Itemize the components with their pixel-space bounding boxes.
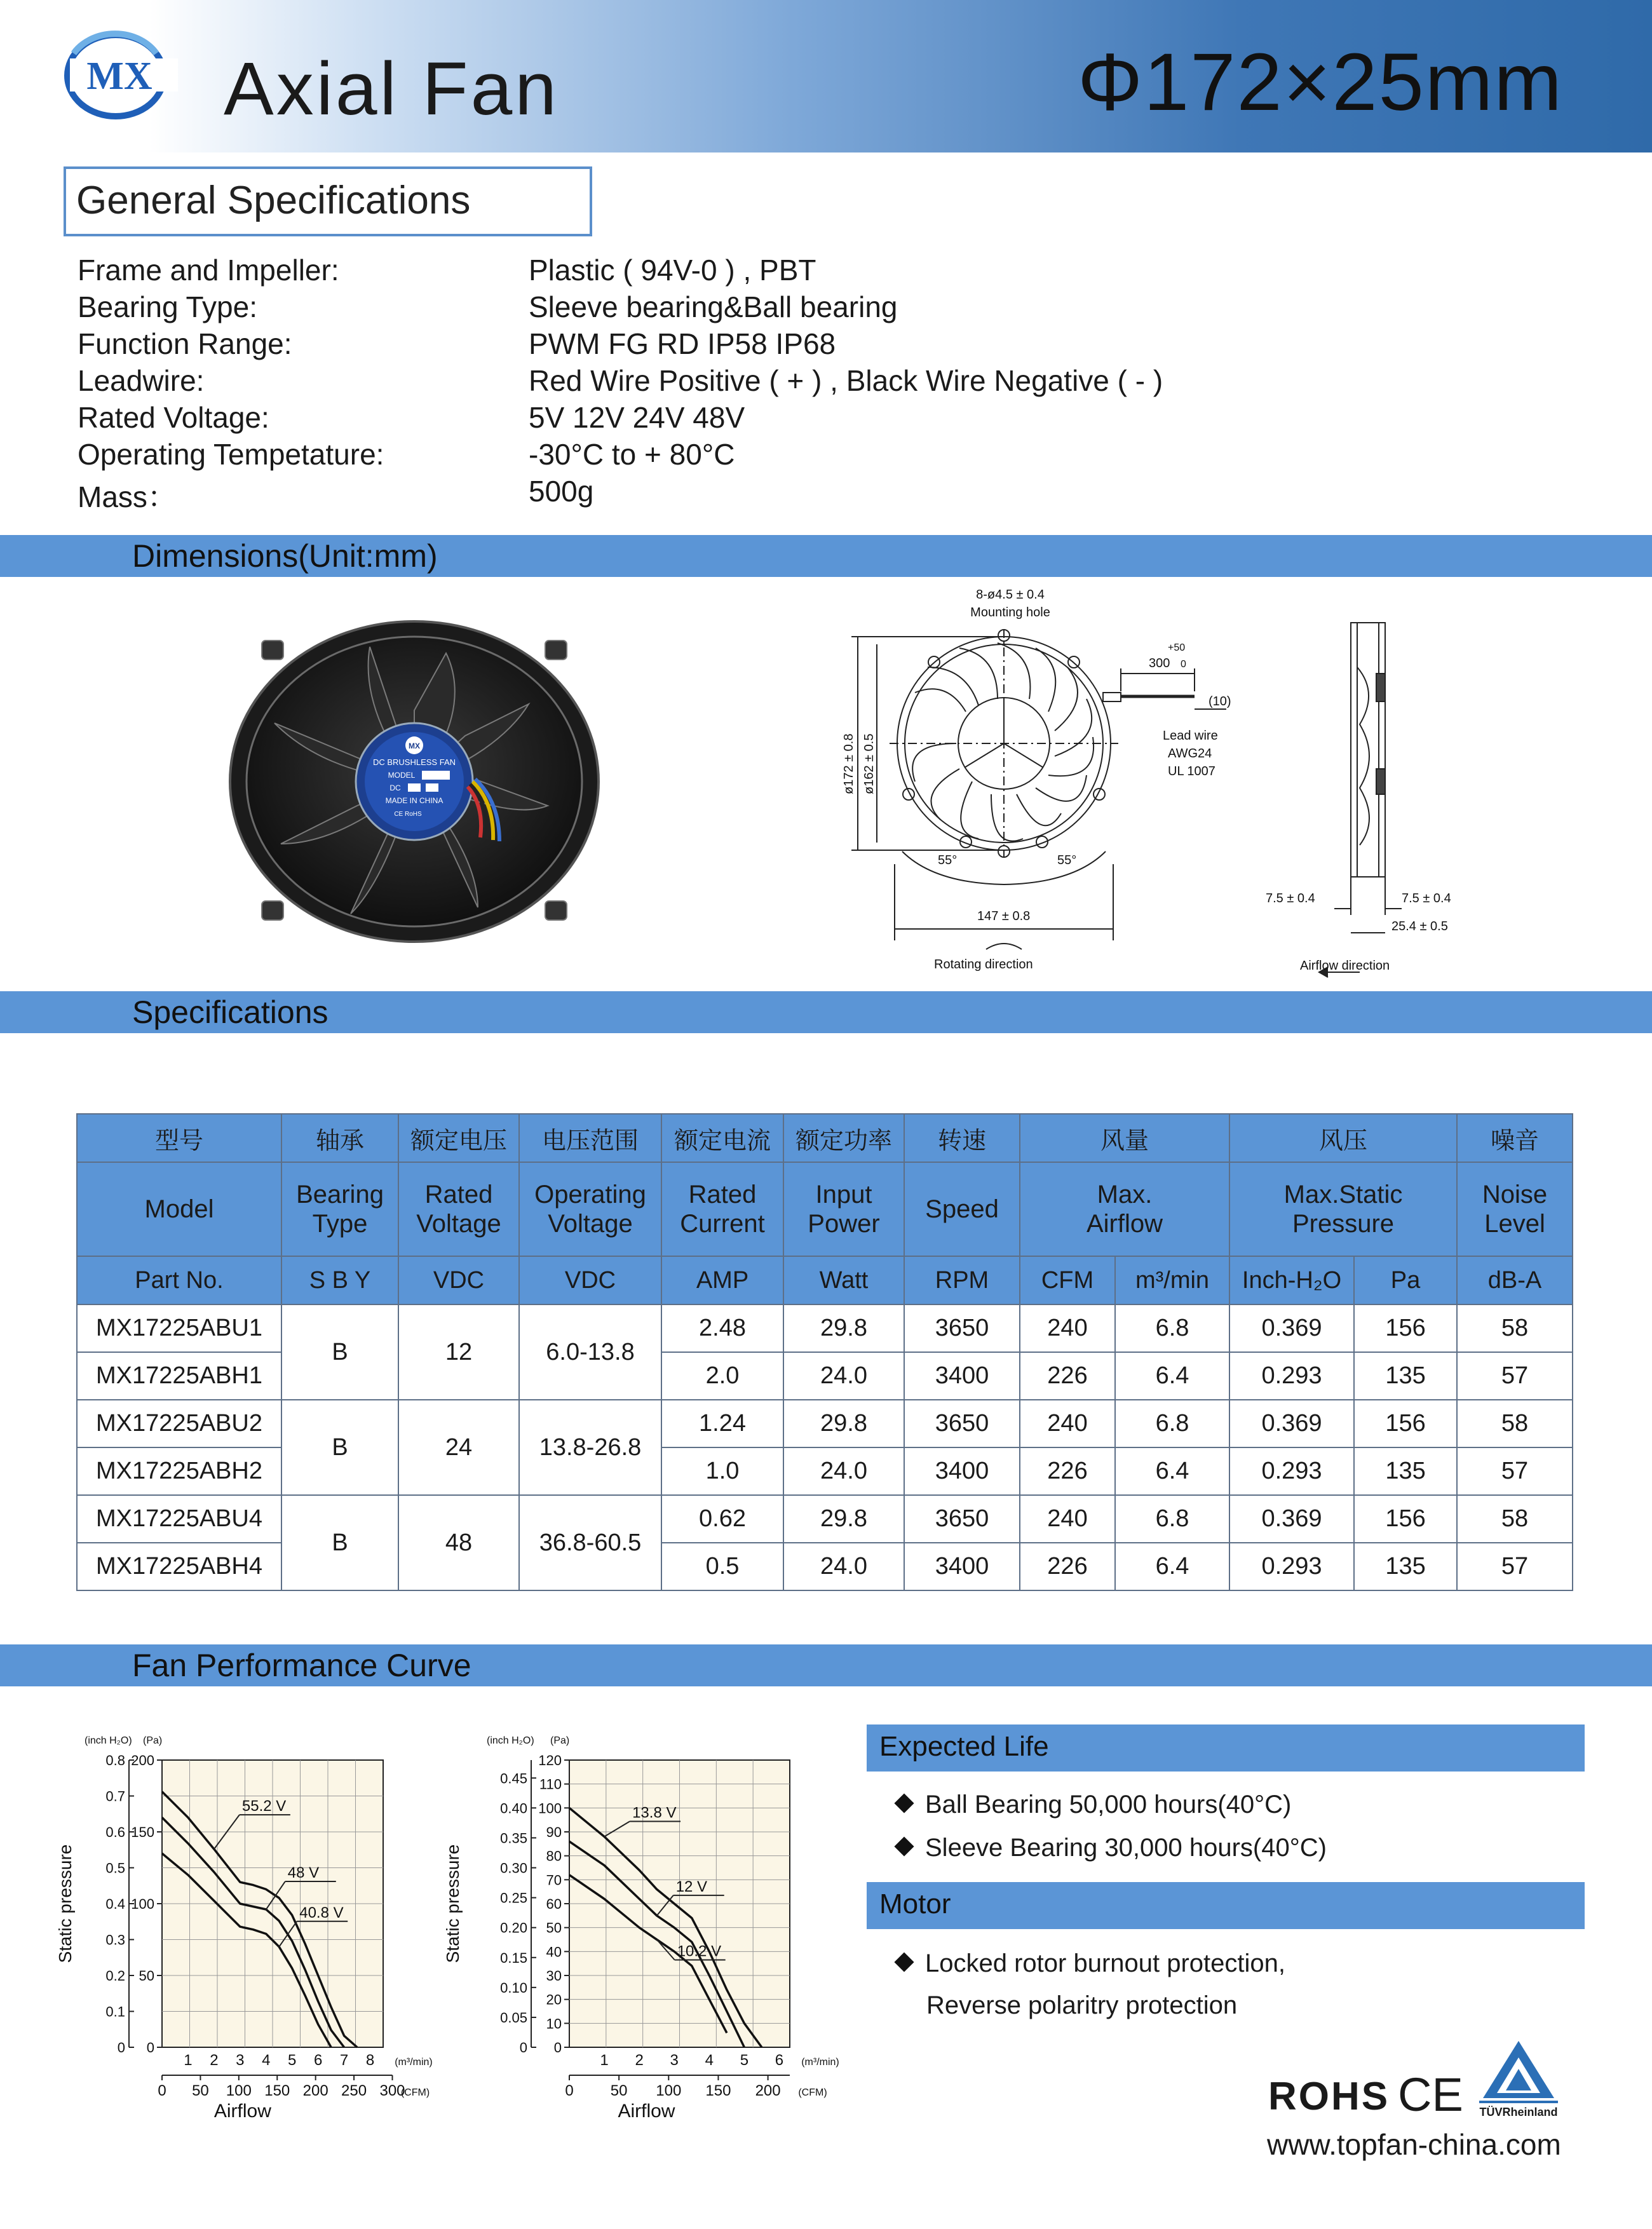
cell-bearing: B [281,1495,398,1590]
fan-label-line1: DC BRUSHLESS FAN [372,757,456,767]
y-pa-tick-label: 70 [546,1872,562,1888]
fan-label-line2: MODEL [388,771,416,780]
rohs-logo: ROHS [1268,2075,1390,2118]
y-inch-tick-label: 0.6 [105,1824,125,1840]
y-inch-tick-label: 0.2 [105,1968,125,1984]
th-zh-noise: 噪音 [1457,1114,1573,1162]
performance-chart-1 [55,1716,433,2122]
mounting-hole-dim: 8-ø4.5 ± 0.4 [976,588,1045,602]
th-unit-cfm: CFM [1020,1256,1115,1304]
table-row [77,1400,1573,1447]
series-label: 12 V [675,1878,708,1895]
spec-value-function: PWM FG RD IP58 IP68 [529,327,836,360]
outer-diameter: ø172 ± 0.8 [842,733,856,794]
lead-length: 300 [1149,656,1170,670]
cell-rated-voltage: 12 [398,1304,519,1400]
side-depth-dim: 25.4 ± 0.5 [1391,919,1448,933]
cell-bearing: B [281,1400,398,1495]
cell-power: 29.8 [783,1400,904,1447]
cell-rpm: 3400 [904,1352,1020,1400]
x-axis-label: Airflow [213,2101,271,2122]
side-left-dim: 7.5 ± 0.4 [1266,891,1315,905]
ce-mark: CE [1398,2068,1463,2121]
table-header-units [77,1256,1573,1304]
diamond-bullet-icon [894,1836,914,1856]
page-title: Axial Fan [224,47,559,131]
cell-power: 24.0 [783,1447,904,1495]
y-inch-tick-label: 0.40 [500,1800,527,1817]
th-zh-pressure: 风压 [1229,1114,1457,1162]
y-pa-tick-label: 80 [546,1848,562,1864]
y-pa-tick-label: 50 [546,1920,562,1936]
y-pa-tick-label: 50 [139,1968,154,1984]
y-pa-unit: (Pa) [143,1735,163,1746]
th-en-operating-voltage: Operating Voltage [519,1162,661,1256]
th-en-speed: Speed [904,1162,1020,1256]
x-cfm-tick-label: 250 [341,2082,367,2099]
y-inch-tick-label: 0.4 [105,1896,125,1912]
th-unit-noise: dB-A [1457,1256,1573,1304]
y-inch-tick-label: 0.7 [105,1788,125,1805]
rotating-direction: Rotating direction [934,958,1033,972]
motor-title: Motor [879,1888,951,1920]
cell-part: MX17225ABU2 [77,1400,281,1447]
y-inch-tick-label: 0.05 [500,2009,527,2026]
cell-noise: 58 [1457,1400,1573,1447]
x-tick-label: 5 [288,2052,297,2069]
series-label: 55.2 V [241,1798,287,1815]
th-unit-operating-voltage: VDC [519,1256,661,1304]
x-unit: (m³/min) [395,2057,433,2068]
y-axis-label: Static pressure [55,1844,75,1963]
x-axis-label: Airflow [618,2101,675,2122]
cell-pa: 156 [1354,1495,1457,1543]
spec-label-bearing: Bearing Type: [78,290,258,323]
x-tick-label: 8 [365,2052,375,2069]
th-unit-speed: RPM [904,1256,1020,1304]
x-cfm-unit: (CFM) [400,2087,430,2098]
table-header-zh [77,1114,1573,1162]
th-en-airflow: Max. Airflow [1020,1162,1229,1256]
y-pa-unit: (Pa) [550,1735,570,1746]
table-row [77,1304,1573,1352]
x-tick-label: 1 [184,2052,193,2069]
y-pa-tick-label: 90 [546,1824,562,1840]
cell-current: 2.0 [661,1352,783,1400]
curve-title: Fan Performance Curve [132,1648,471,1683]
y-inch-unit: (inch H₂O) [487,1735,534,1746]
table-header-en [77,1162,1573,1256]
x-cfm-tick-label: 300 [379,2082,405,2099]
lead-tol-plus: +50 [1168,642,1186,653]
th-zh-power: 额定功率 [783,1114,904,1162]
th-en-pressure: Max.Static Pressure [1229,1162,1457,1256]
cell-part: MX17225ABH4 [77,1543,281,1590]
spec-value-bearing: Sleeve bearing&Ball bearing [529,290,898,323]
th-unit-power: Watt [783,1256,904,1304]
cell-pa: 156 [1354,1304,1457,1352]
span-dim: 147 ± 0.8 [977,909,1031,923]
mx-logo [61,28,182,123]
cell-part: MX17225ABU4 [77,1495,281,1543]
x-unit: (m³/min) [801,2057,839,2068]
spec-value-voltage: 5V 12V 24V 48V [529,401,745,434]
x-tick-label: 7 [339,2052,349,2069]
spec-value-leadwire: Red Wire Positive ( + ) , Black Wire Negative ( - ) [529,364,1163,397]
spec-label-temperature: Operating Tempetature: [78,438,384,471]
series-label: 13.8 V [632,1804,677,1822]
fan-label-line5: CE RoHS [394,811,422,818]
life-item: Sleeve Bearing 30,000 hours(40°C) [897,1834,1327,1862]
spec-value-frame: Plastic ( 94V-0 ) , PBT [529,254,816,287]
x-tick-label: 4 [705,2052,714,2069]
th-zh-rated-voltage: 额定电压 [398,1114,519,1162]
y-inch-tick-label: 0.5 [105,1860,125,1876]
lead-wire-label: Lead wire [1163,729,1218,743]
th-en-model: Model [77,1162,281,1256]
y-inch-tick-label: 0.35 [500,1830,527,1846]
y-inch-tick-label: 0.10 [500,1979,527,1996]
y-pa-tick-label: 110 [539,1776,562,1792]
y-inch-tick-label: 0.45 [500,1770,527,1787]
cell-bearing: B [281,1304,398,1400]
side-right-dim: 7.5 ± 0.4 [1402,891,1451,905]
spec-label-voltage: Rated Voltage: [78,401,269,434]
th-unit-m3: m³/min [1115,1256,1229,1304]
cell-m3: 6.4 [1115,1352,1229,1400]
y-pa-tick-label: 60 [546,1896,562,1912]
fan-size: Φ172×25mm [1077,37,1563,128]
cell-m3: 6.8 [1115,1400,1229,1447]
x-tick-label: 2 [635,2052,644,2069]
cell-noise: 57 [1457,1447,1573,1495]
cell-part: MX17225ABH2 [77,1447,281,1495]
cell-inch: 0.293 [1229,1447,1354,1495]
fan-label-logo: MX [409,742,420,750]
cell-pa: 135 [1354,1447,1457,1495]
tuv-logo [1474,2037,1563,2120]
cell-cfm: 240 [1020,1304,1115,1352]
cell-rpm: 3400 [904,1447,1020,1495]
inner-diameter: ø162 ± 0.5 [862,733,876,794]
cell-rpm: 3650 [904,1304,1020,1352]
cell-rated-voltage: 24 [398,1400,519,1495]
th-unit-part: Part No. [77,1256,281,1304]
cell-cfm: 226 [1020,1447,1115,1495]
cell-power: 24.0 [783,1543,904,1590]
y-inch-tick-label: 0.1 [105,2003,125,2020]
cell-m3: 6.4 [1115,1447,1229,1495]
cell-m3: 6.8 [1115,1495,1229,1543]
y-axis-label: Static pressure [443,1844,463,1963]
logo-text: MX [86,55,152,98]
cell-part: MX17225ABU1 [77,1304,281,1352]
th-en-current: Rated Current [661,1162,783,1256]
spec-value-temperature: -30°C to + 80°C [529,438,735,471]
th-en-noise: Noise Level [1457,1162,1573,1256]
cell-current: 1.0 [661,1447,783,1495]
x-tick-label: 5 [740,2052,749,2069]
cell-operating-voltage: 6.0-13.8 [519,1304,661,1400]
fan-label-line3: DC [389,783,401,792]
x-tick-label: 2 [210,2052,219,2069]
angle-left: 55° [938,853,958,867]
lead-tol-zero: 0 [1181,659,1186,670]
y-inch-tick-label: 0.20 [500,1920,527,1936]
th-zh-airflow: 风量 [1020,1114,1229,1162]
diamond-bullet-icon [894,1952,914,1972]
cell-pa: 156 [1354,1400,1457,1447]
x-cfm-tick-label: 200 [302,2082,328,2099]
expected-life-title: Expected Life [879,1731,1049,1762]
website-link[interactable]: www.topfan-china.com [1267,2128,1561,2161]
th-unit-rated-voltage: VDC [398,1256,519,1304]
y-inch-tick-label: 0.8 [105,1752,125,1768]
x-cfm-tick-label: 100 [226,2082,252,2099]
x-tick-label: 1 [600,2052,609,2069]
airflow-direction: Airflow direction [1300,959,1390,973]
cell-current: 1.24 [661,1400,783,1447]
cell-current: 0.5 [661,1543,783,1590]
x-cfm-tick-label: 100 [656,2082,682,2099]
cell-current: 0.62 [661,1495,783,1543]
series-label: 10.2 V [677,1942,722,1960]
th-unit-current: AMP [661,1256,783,1304]
cell-inch: 0.293 [1229,1543,1354,1590]
performance-chart-2 [445,1716,845,2122]
x-tick-label: 6 [313,2052,323,2069]
lead-ul: UL 1007 [1168,764,1215,778]
spec-value-mass: 500g [529,475,594,508]
y-inch-tick-label: 0.30 [500,1860,527,1876]
dimensions-title: Dimensions(Unit:mm) [132,538,438,574]
cell-m3: 6.4 [1115,1543,1229,1590]
x-cfm-tick-label: 0 [565,2082,574,2099]
cell-noise: 58 [1457,1495,1573,1543]
y-pa-tick-label: 30 [546,1968,562,1984]
th-en-power: Input Power [783,1162,904,1256]
cell-rpm: 3650 [904,1495,1020,1543]
specifications-title: Specifications [132,994,328,1030]
fan-label-line4: MADE IN CHINA [385,796,443,805]
series-label: 40.8 V [299,1904,344,1921]
x-tick-label: 3 [670,2052,679,2069]
cell-power: 24.0 [783,1352,904,1400]
x-cfm-unit: (CFM) [798,2087,827,2098]
th-zh-operating-voltage: 电压范围 [519,1114,661,1162]
cell-inch: 0.369 [1229,1495,1354,1543]
cell-inch: 0.369 [1229,1304,1354,1352]
th-en-bearing: Bearing Type [281,1162,398,1256]
x-cfm-tick-label: 200 [755,2082,781,2099]
cell-power: 29.8 [783,1495,904,1543]
spec-label-function: Function Range: [78,327,292,360]
y-inch-tick-label: 0.25 [500,1890,527,1906]
series-label: 48 V [287,1864,320,1882]
cell-rpm: 3400 [904,1543,1020,1590]
spec-label-mass: Mass： [78,480,177,513]
cell-noise: 57 [1457,1543,1573,1590]
fan-photo [224,615,605,945]
angle-right: 55° [1057,853,1077,867]
lead-awg: AWG24 [1168,747,1212,761]
y-pa-tick-label: 120 [538,1752,562,1768]
cell-operating-voltage: 36.8-60.5 [519,1495,661,1590]
x-cfm-tick-label: 150 [705,2082,731,2099]
y-pa-tick-label: 100 [538,1800,562,1817]
y-pa-tick-label: 200 [131,1752,154,1768]
x-cfm-tick-label: 50 [610,2082,628,2099]
y-pa-tick-label: 0 [146,2040,154,2056]
y-pa-tick-label: 20 [546,1991,562,2008]
th-zh-bearing: 轴承 [281,1114,398,1162]
x-cfm-tick-label: 0 [158,2082,166,2099]
cell-inch: 0.293 [1229,1352,1354,1400]
x-cfm-tick-label: 150 [264,2082,290,2099]
y-inch-unit: (inch H₂O) [85,1735,132,1746]
cell-cfm: 240 [1020,1400,1115,1447]
tuv-text: TÜVRheinland [1479,2106,1558,2118]
y-inch-tick-label: 0 [519,2040,527,2056]
strip-dim: (10) [1209,694,1231,708]
life-item: Ball Bearing 50,000 hours(40°C) [897,1791,1291,1819]
cell-rpm: 3650 [904,1400,1020,1447]
cell-inch: 0.369 [1229,1400,1354,1447]
cell-cfm: 240 [1020,1495,1115,1543]
cell-current: 2.48 [661,1304,783,1352]
mounting-hole-label: Mounting hole [970,606,1050,620]
motor-item: Reverse polaritry protection [926,1991,1238,2019]
th-unit-bearing: S B Y [281,1256,398,1304]
th-zh-current: 额定电流 [661,1114,783,1162]
y-inch-tick-label: 0 [117,2040,125,2056]
diamond-bullet-icon [894,1793,914,1813]
spec-label-leadwire: Leadwire: [78,364,205,397]
x-tick-label: 4 [262,2052,271,2069]
front-dimension-drawing [820,585,1239,991]
th-unit-inch: Inch-H₂O [1229,1256,1354,1304]
cell-operating-voltage: 13.8-26.8 [519,1400,661,1495]
th-zh-speed: 转速 [904,1114,1020,1162]
th-en-rated-voltage: Rated Voltage [398,1162,519,1256]
cell-cfm: 226 [1020,1543,1115,1590]
cell-power: 29.8 [783,1304,904,1352]
spec-label-frame: Frame and Impeller: [78,254,339,287]
cell-m3: 6.8 [1115,1304,1229,1352]
cell-pa: 135 [1354,1352,1457,1400]
motor-band [867,1882,1585,1929]
general-spec-title: General Specifications [76,179,471,222]
y-pa-tick-label: 40 [546,1944,562,1960]
x-tick-label: 3 [236,2052,245,2069]
y-pa-tick-label: 10 [546,2016,562,2032]
y-pa-tick-label: 0 [553,2040,562,2056]
cell-cfm: 226 [1020,1352,1115,1400]
motor-item: Locked rotor burnout protection, [897,1949,1285,1978]
x-cfm-tick-label: 50 [192,2082,209,2099]
spec-table [76,1113,1573,1591]
y-inch-tick-label: 0.3 [105,1932,125,1948]
y-pa-tick-label: 100 [131,1896,154,1912]
y-pa-tick-label: 150 [131,1824,154,1840]
side-dimension-drawing [1264,616,1493,985]
x-tick-label: 6 [775,2052,784,2069]
th-unit-pa: Pa [1354,1256,1457,1304]
table-row [77,1495,1573,1543]
cell-noise: 57 [1457,1352,1573,1400]
th-zh-model: 型号 [77,1114,281,1162]
cell-rated-voltage: 48 [398,1495,519,1590]
cell-part: MX17225ABH1 [77,1352,281,1400]
cell-pa: 135 [1354,1543,1457,1590]
y-inch-tick-label: 0.15 [500,1949,527,1966]
cell-noise: 58 [1457,1304,1573,1352]
